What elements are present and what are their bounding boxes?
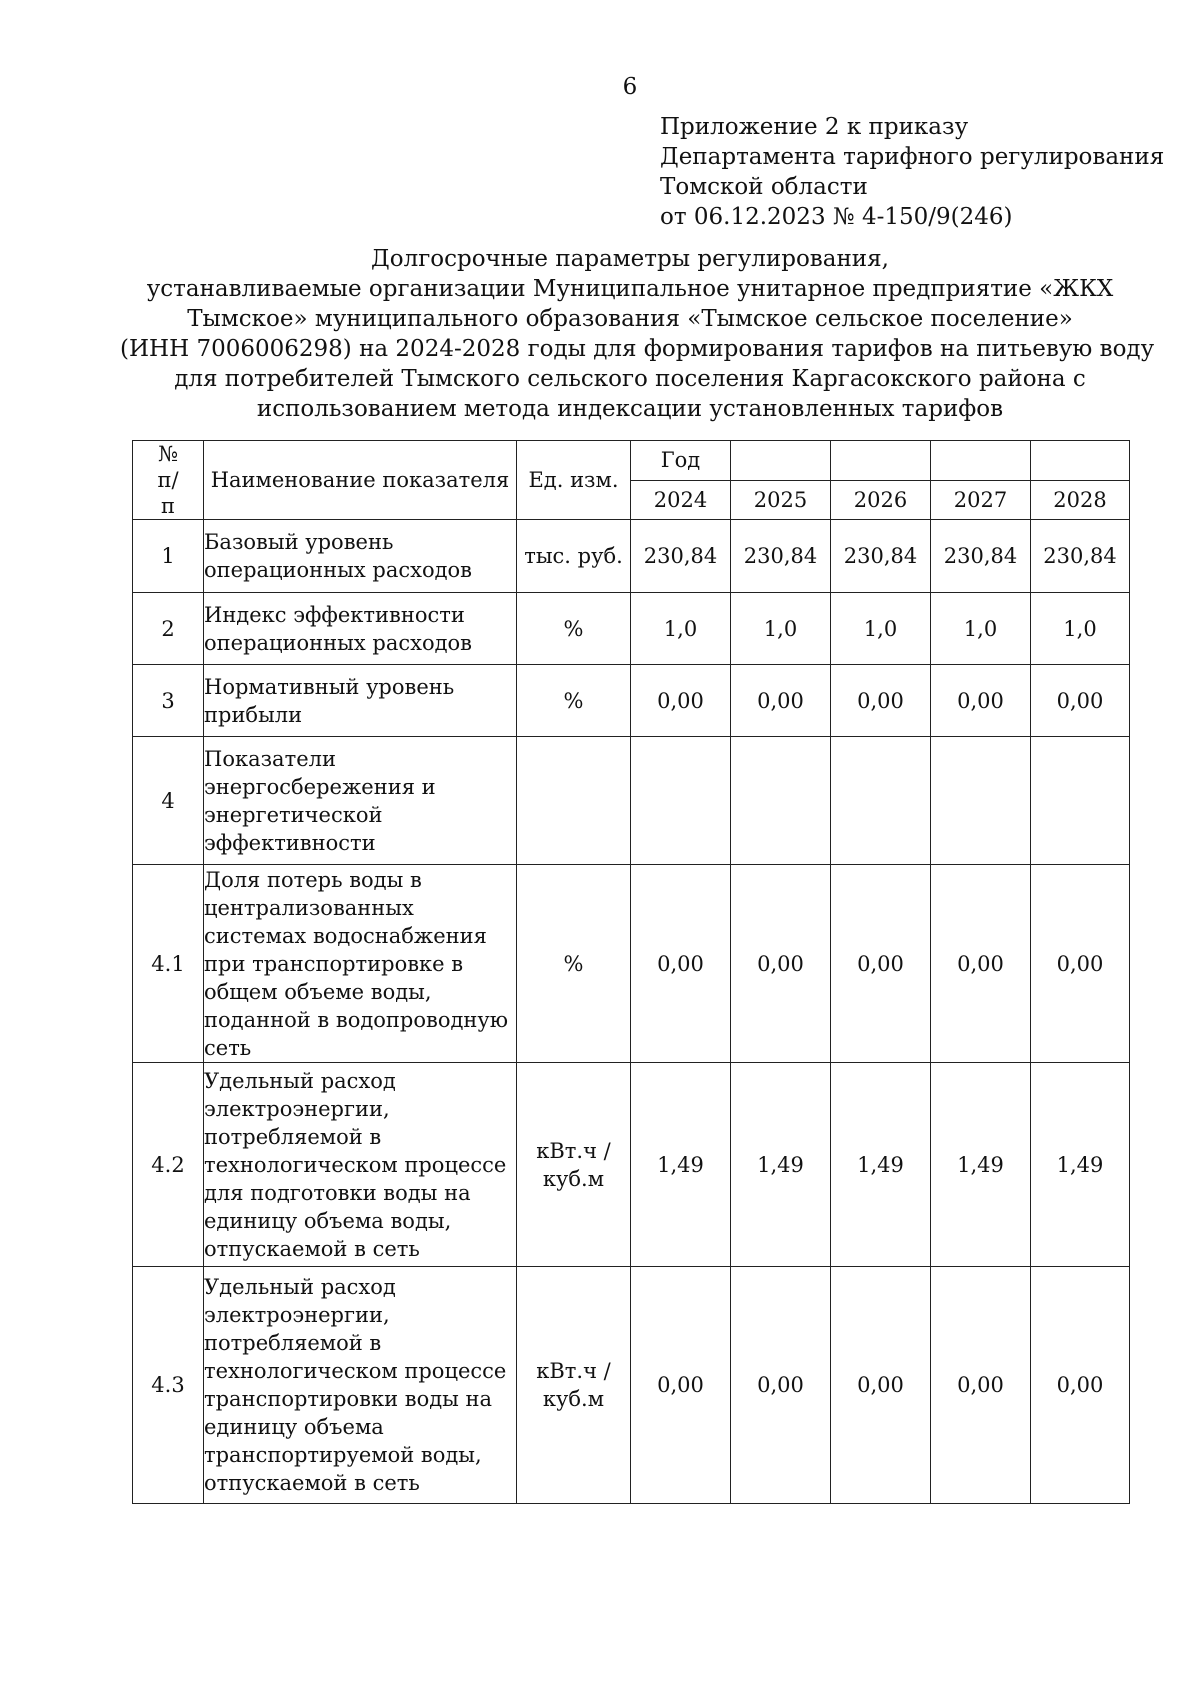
appendix-line: от 06.12.2023 № 4-150/9(246) — [660, 204, 1013, 230]
appendix-header — [660, 112, 1164, 232]
row-value: 0,00 — [831, 665, 931, 737]
header-year: Год — [631, 441, 731, 481]
row-value: 0,00 — [1031, 865, 1130, 1063]
header-empty — [831, 441, 931, 481]
appendix-line: Приложение 2 к приказу — [660, 114, 969, 140]
row-name: Показатели энергосбережения и энергетической эффективности — [204, 737, 517, 865]
header-year-2027: 2027 — [931, 480, 1031, 520]
row-name: Базовый уровень операционных расходов — [204, 520, 517, 593]
header-unit: Ед. изм. — [517, 441, 631, 520]
row-value: 0,00 — [631, 1267, 731, 1504]
header-empty — [731, 441, 831, 481]
row-unit: % — [517, 665, 631, 737]
row-value: 0,00 — [731, 665, 831, 737]
appendix-line: Департамента тарифного регулирования — [660, 144, 1165, 170]
table-row — [133, 737, 1130, 865]
header-empty — [1031, 441, 1130, 481]
row-value: 0,00 — [931, 1267, 1031, 1504]
row-unit: % — [517, 865, 631, 1063]
row-value: 1,49 — [731, 1063, 831, 1267]
row-number: 4.1 — [133, 865, 204, 1063]
row-value: 1,0 — [631, 593, 731, 665]
row-value: 0,00 — [931, 865, 1031, 1063]
row-value — [631, 737, 731, 865]
table-row — [133, 593, 1130, 665]
row-value: 1,0 — [1031, 593, 1130, 665]
header-year-2026: 2026 — [831, 480, 931, 520]
table-row — [133, 1063, 1130, 1267]
row-value: 0,00 — [831, 1267, 931, 1504]
row-unit: кВт.ч / куб.м — [517, 1063, 631, 1267]
table-row — [133, 1267, 1130, 1504]
row-name: Нормативный уровень прибыли — [204, 665, 517, 737]
header-row — [133, 441, 1130, 481]
header-name: Наименование показателя — [204, 441, 517, 520]
row-value: 0,00 — [931, 665, 1031, 737]
row-unit: тыс. руб. — [517, 520, 631, 593]
title-line: для потребителей Тымского сельского поселения Каргасокского района с — [174, 366, 1086, 392]
row-name: Доля потерь воды в централизованных системах водоснабжения при транспортировке в общем объеме воды, поданной в водопроводную сеть — [204, 865, 517, 1063]
row-number: 3 — [133, 665, 204, 737]
row-unit: % — [517, 593, 631, 665]
appendix-line: Томской области — [660, 174, 868, 200]
row-unit: кВт.ч / куб.м — [517, 1267, 631, 1504]
document-title — [120, 244, 1155, 424]
row-value: 0,00 — [631, 665, 731, 737]
row-value: 230,84 — [831, 520, 931, 593]
row-value: 230,84 — [1031, 520, 1130, 593]
row-value: 0,00 — [631, 865, 731, 1063]
header-year-2025: 2025 — [731, 480, 831, 520]
row-value: 1,49 — [1031, 1063, 1130, 1267]
row-value: 0,00 — [831, 865, 931, 1063]
row-value: 230,84 — [931, 520, 1031, 593]
row-number: 4 — [133, 737, 204, 865]
row-value: 1,0 — [831, 593, 931, 665]
row-number: 1 — [133, 520, 204, 593]
row-value: 0,00 — [731, 865, 831, 1063]
row-value — [1031, 737, 1130, 865]
title-line: использованием метода индексации установленных тарифов — [256, 396, 1004, 422]
row-name: Удельный расход электроэнергии, потребляемой в технологическом процессе транспортировки воды на единицу объема транспортируемой воды, отпускаемой в сеть — [204, 1267, 517, 1504]
title-line: устанавливаемые организации Муниципальное унитарное предприятие «ЖКХ — [146, 276, 1114, 302]
row-value — [731, 737, 831, 865]
table-row — [133, 865, 1130, 1063]
page-number: 6 — [622, 74, 638, 100]
table-row — [133, 520, 1130, 593]
row-value — [831, 737, 931, 865]
row-value: 0,00 — [1031, 665, 1130, 737]
title-line: Тымское» муниципального образования «Тымское сельское поселение» — [187, 306, 1073, 332]
row-value: 1,49 — [931, 1063, 1031, 1267]
row-value: 1,49 — [831, 1063, 931, 1267]
title-line: (ИНН 7006006298) на 2024-2028 годы для формирования тарифов на питьевую воду — [120, 336, 1155, 362]
header-num: № п/п — [133, 441, 204, 520]
header-year-2028: 2028 — [1031, 480, 1130, 520]
row-number: 2 — [133, 593, 204, 665]
row-number: 4.3 — [133, 1267, 204, 1504]
row-value: 0,00 — [731, 1267, 831, 1504]
row-value — [931, 737, 1031, 865]
row-unit — [517, 737, 631, 865]
row-value: 1,0 — [931, 593, 1031, 665]
header-empty — [931, 441, 1031, 481]
row-name: Индекс эффективности операционных расходов — [204, 593, 517, 665]
row-value: 230,84 — [631, 520, 731, 593]
row-value: 230,84 — [731, 520, 831, 593]
row-value: 1,49 — [631, 1063, 731, 1267]
row-value: 0,00 — [1031, 1267, 1130, 1504]
parameters-table — [132, 440, 1130, 1504]
title-line: Долгосрочные параметры регулирования, — [371, 246, 889, 272]
row-number: 4.2 — [133, 1063, 204, 1267]
table-row — [133, 665, 1130, 737]
row-name: Удельный расход электроэнергии, потребляемой в технологическом процессе для подготовки воды на единицу объема воды, отпускаемой в сеть — [204, 1063, 517, 1267]
row-value: 1,0 — [731, 593, 831, 665]
header-year-2024: 2024 — [631, 480, 731, 520]
